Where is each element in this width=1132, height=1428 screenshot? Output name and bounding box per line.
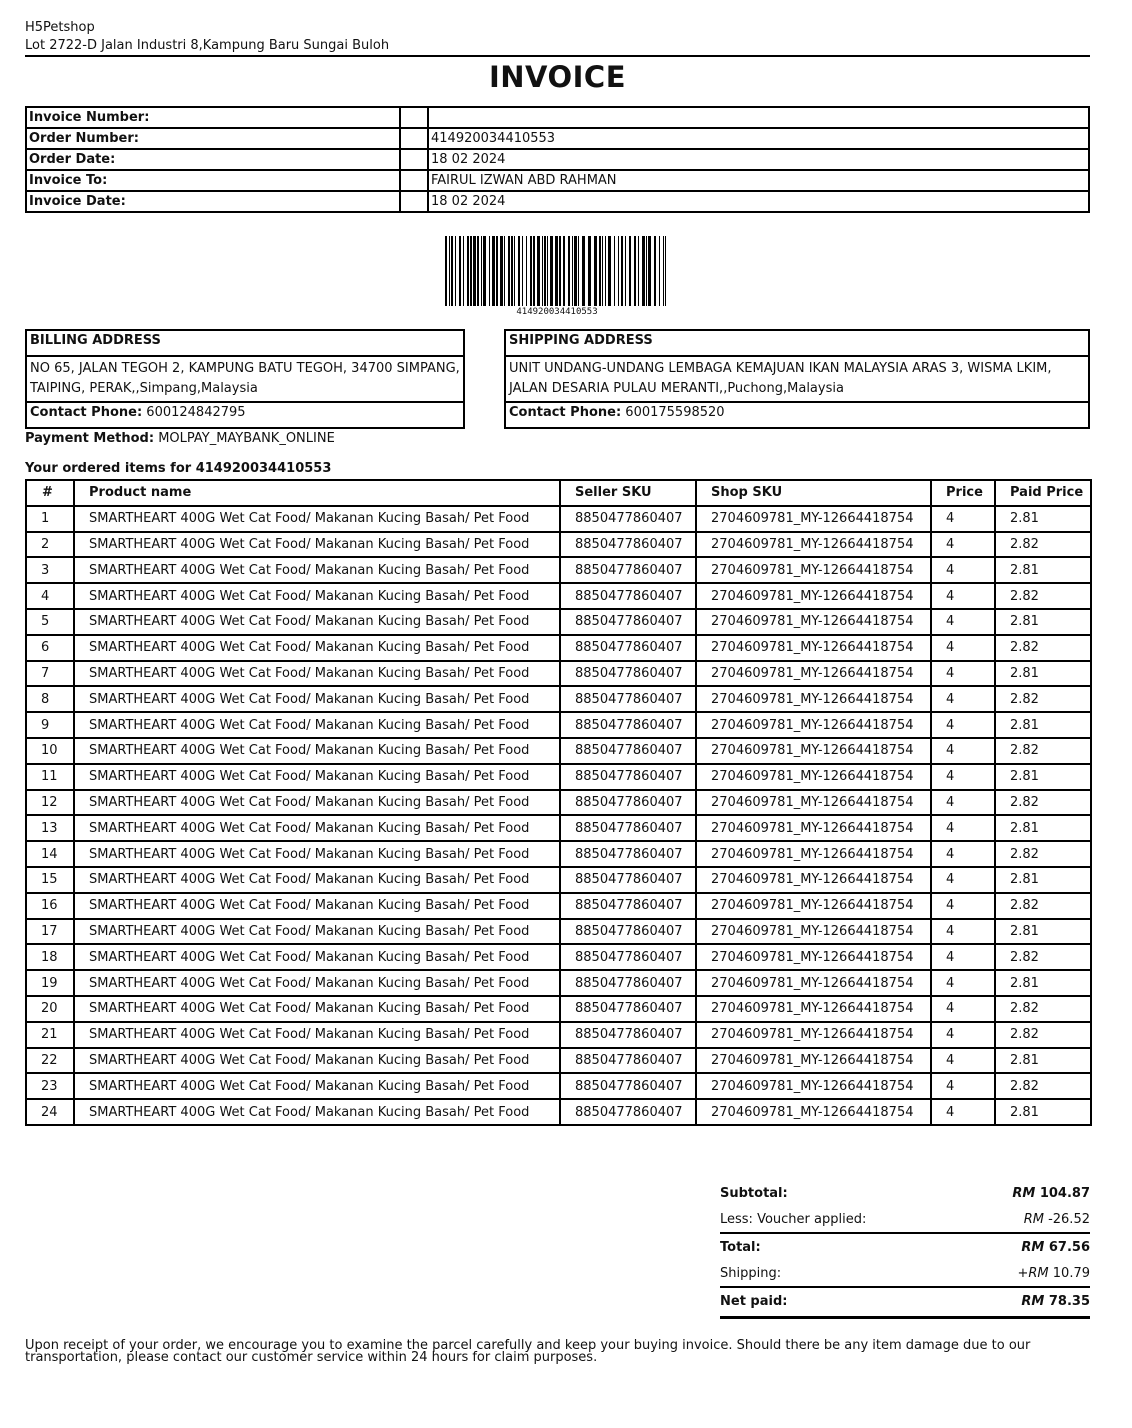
- item-product-name: SMARTHEART 400G Wet Cat Food/ Makanan Kucing Basah/ Pet Food: [74, 1099, 560, 1125]
- item-index: 6: [26, 635, 74, 661]
- col-header-seller-sku: Seller SKU: [560, 480, 696, 506]
- item-shop-sku: 2704609781_MY-12664418754: [696, 661, 931, 687]
- barcode-bar: [642, 236, 645, 306]
- item-shop-sku: 2704609781_MY-12664418754: [696, 557, 931, 583]
- barcode-bar: [621, 236, 623, 306]
- item-product-name: SMARTHEART 400G Wet Cat Food/ Makanan Kucing Basah/ Pet Food: [74, 893, 560, 919]
- barcode-bar: [467, 236, 469, 306]
- item-index: 11: [26, 764, 74, 790]
- item-paid-price: 2.81: [995, 712, 1091, 738]
- barcode-bar: [483, 236, 486, 306]
- item-paid-price: 2.82: [995, 635, 1091, 661]
- item-shop-sku: 2704609781_MY-12664418754: [696, 841, 931, 867]
- item-product-name: SMARTHEART 400G Wet Cat Food/ Makanan Kucing Basah/ Pet Food: [74, 557, 560, 583]
- item-paid-price: 2.82: [995, 532, 1091, 558]
- barcode-bar: [481, 236, 482, 306]
- item-shop-sku: 2704609781_MY-12664418754: [696, 764, 931, 790]
- meta-row: [26, 107, 1089, 128]
- item-shop-sku: 2704609781_MY-12664418754: [696, 815, 931, 841]
- barcode-bar: [614, 236, 615, 306]
- item-index: 20: [26, 996, 74, 1022]
- item-shop-sku: 2704609781_MY-12664418754: [696, 686, 931, 712]
- item-product-name: SMARTHEART 400G Wet Cat Food/ Makanan Kucing Basah/ Pet Food: [74, 661, 560, 687]
- table-row: [26, 944, 1091, 970]
- item-price: 4: [931, 970, 995, 996]
- item-seller-sku: 8850477860407: [560, 815, 696, 841]
- item-product-name: SMARTHEART 400G Wet Cat Food/ Makanan Kucing Basah/ Pet Food: [74, 686, 560, 712]
- barcode-bar: [492, 236, 495, 306]
- table-row: [26, 609, 1091, 635]
- meta-label: Invoice Number:: [26, 107, 400, 128]
- barcode-bar: [547, 236, 548, 306]
- col-header-shop-sku: Shop SKU: [696, 480, 931, 506]
- item-shop-sku: 2704609781_MY-12664418754: [696, 1022, 931, 1048]
- meta-label: Order Number:: [26, 128, 400, 149]
- barcode-bar: [572, 236, 573, 306]
- item-shop-sku: 2704609781_MY-12664418754: [696, 583, 931, 609]
- voucher-label: Less: Voucher applied:: [720, 1212, 867, 1227]
- total-value: 67.56: [1048, 1240, 1090, 1255]
- invoice-meta-table: [25, 106, 1090, 213]
- item-seller-sku: 8850477860407: [560, 686, 696, 712]
- table-row: [26, 738, 1091, 764]
- currency: RM: [1021, 1240, 1045, 1255]
- item-price: 4: [931, 1099, 995, 1125]
- meta-value: FAIRUL IZWAN ABD RAHMAN: [428, 170, 1089, 191]
- item-price: 4: [931, 815, 995, 841]
- item-index: 19: [26, 970, 74, 996]
- item-price: 4: [931, 919, 995, 945]
- totals-underline: [720, 1316, 1090, 1319]
- item-paid-price: 2.81: [995, 867, 1091, 893]
- item-seller-sku: 8850477860407: [560, 609, 696, 635]
- table-row: [26, 764, 1091, 790]
- voucher-row: [720, 1206, 1090, 1232]
- item-paid-price: 2.81: [995, 764, 1091, 790]
- item-seller-sku: 8850477860407: [560, 841, 696, 867]
- item-index: 15: [26, 867, 74, 893]
- meta-label: Invoice Date:: [26, 191, 400, 212]
- items-table: [25, 479, 1092, 1126]
- barcode-bar: [459, 236, 461, 306]
- item-seller-sku: 8850477860407: [560, 919, 696, 945]
- barcode-bar: [530, 236, 532, 306]
- voucher-value: -26.52: [1048, 1212, 1090, 1227]
- item-shop-sku: 2704609781_MY-12664418754: [696, 532, 931, 558]
- billing-address: NO 65, JALAN TEGOH 2, KAMPUNG BATU TEGOH, 34700 SIMPANG, TAIPING, PERAK,,Simpang,Malaysia: [26, 356, 464, 402]
- col-header-paid-price: Paid Price: [995, 480, 1091, 506]
- item-seller-sku: 8850477860407: [560, 970, 696, 996]
- item-paid-price: 2.81: [995, 661, 1091, 687]
- meta-row: [26, 149, 1089, 170]
- item-seller-sku: 8850477860407: [560, 635, 696, 661]
- item-paid-price: 2.82: [995, 1022, 1091, 1048]
- barcode-bar: [470, 236, 472, 306]
- item-shop-sku: 2704609781_MY-12664418754: [696, 867, 931, 893]
- item-shop-sku: 2704609781_MY-12664418754: [696, 1073, 931, 1099]
- item-seller-sku: 8850477860407: [560, 1022, 696, 1048]
- item-paid-price: 2.82: [995, 686, 1091, 712]
- item-paid-price: 2.81: [995, 1099, 1091, 1125]
- item-index: 23: [26, 1073, 74, 1099]
- barcode-image: [445, 236, 669, 306]
- meta-row: [26, 128, 1089, 149]
- subtotal-row: [720, 1180, 1090, 1206]
- item-index: 10: [26, 738, 74, 764]
- item-price: 4: [931, 1022, 995, 1048]
- shipping-prefix: +: [1017, 1266, 1029, 1281]
- barcode-bar: [559, 236, 561, 306]
- shipping-phone-label: Contact Phone:: [509, 405, 622, 420]
- item-shop-sku: 2704609781_MY-12664418754: [696, 893, 931, 919]
- shipping-fee-value: 10.79: [1052, 1266, 1090, 1281]
- barcode-bar: [588, 236, 591, 306]
- barcode-bar: [496, 236, 498, 306]
- item-index: 21: [26, 1022, 74, 1048]
- item-paid-price: 2.82: [995, 1073, 1091, 1099]
- table-row: [26, 996, 1091, 1022]
- shipping-phone: 600175598520: [625, 405, 725, 420]
- item-price: 4: [931, 1048, 995, 1074]
- shop-address: Lot 2722-D Jalan Industri 8,Kampung Baru Sungai Buloh: [25, 38, 390, 53]
- table-row: [26, 532, 1091, 558]
- barcode-bar: [594, 236, 597, 306]
- col-header-index: #: [26, 480, 74, 506]
- barcode-bar: [563, 236, 565, 306]
- item-shop-sku: 2704609781_MY-12664418754: [696, 635, 931, 661]
- item-seller-sku: 8850477860407: [560, 944, 696, 970]
- barcode-bar: [629, 236, 631, 306]
- barcode-bar: [463, 236, 464, 306]
- item-shop-sku: 2704609781_MY-12664418754: [696, 738, 931, 764]
- item-paid-price: 2.82: [995, 996, 1091, 1022]
- barcode-bar: [654, 236, 656, 306]
- item-seller-sku: 8850477860407: [560, 532, 696, 558]
- item-shop-sku: 2704609781_MY-12664418754: [696, 919, 931, 945]
- table-row: [26, 893, 1091, 919]
- table-row: [26, 1022, 1091, 1048]
- item-price: 4: [931, 609, 995, 635]
- barcode-bar: [659, 236, 660, 306]
- item-index: 2: [26, 532, 74, 558]
- item-product-name: SMARTHEART 400G Wet Cat Food/ Makanan Kucing Basah/ Pet Food: [74, 738, 560, 764]
- item-product-name: SMARTHEART 400G Wet Cat Food/ Makanan Kucing Basah/ Pet Food: [74, 841, 560, 867]
- item-price: 4: [931, 841, 995, 867]
- item-index: 22: [26, 1048, 74, 1074]
- barcode-bar: [582, 236, 585, 306]
- item-index: 14: [26, 841, 74, 867]
- header-divider: [25, 55, 1090, 57]
- barcode-bar: [634, 236, 636, 306]
- shipping-row: [720, 1260, 1090, 1286]
- barcode-bar: [489, 236, 490, 306]
- item-product-name: SMARTHEART 400G Wet Cat Food/ Makanan Kucing Basah/ Pet Food: [74, 1048, 560, 1074]
- barcode-bar: [542, 236, 543, 306]
- total-row: [720, 1232, 1090, 1260]
- item-shop-sku: 2704609781_MY-12664418754: [696, 970, 931, 996]
- barcode-bar: [504, 236, 505, 306]
- item-price: 4: [931, 532, 995, 558]
- barcode-bar: [663, 236, 664, 306]
- col-header-price: Price: [931, 480, 995, 506]
- item-price: 4: [931, 1073, 995, 1099]
- meta-row: [26, 170, 1089, 191]
- table-row: [26, 583, 1091, 609]
- barcode-bar: [602, 236, 603, 306]
- item-seller-sku: 8850477860407: [560, 1099, 696, 1125]
- item-price: 4: [931, 583, 995, 609]
- barcode-bar: [608, 236, 611, 306]
- table-row: [26, 1073, 1091, 1099]
- barcode-bar: [544, 236, 546, 306]
- table-row: [26, 557, 1091, 583]
- invoice-title: INVOICE: [488, 60, 627, 94]
- footer-note: Upon receipt of your order, we encourage you to examine the parcel carefully and keep your buying invoice. Should there be any item damage due to our transportation, please contact our customer service within 24 hours for claim purposes.: [25, 1338, 1031, 1365]
- item-product-name: SMARTHEART 400G Wet Cat Food/ Makanan Kucing Basah/ Pet Food: [74, 790, 560, 816]
- item-shop-sku: 2704609781_MY-12664418754: [696, 609, 931, 635]
- item-price: 4: [931, 944, 995, 970]
- item-paid-price: 2.82: [995, 841, 1091, 867]
- item-shop-sku: 2704609781_MY-12664418754: [696, 1048, 931, 1074]
- item-seller-sku: 8850477860407: [560, 738, 696, 764]
- item-shop-sku: 2704609781_MY-12664418754: [696, 506, 931, 532]
- item-seller-sku: 8850477860407: [560, 867, 696, 893]
- item-index: 18: [26, 944, 74, 970]
- item-price: 4: [931, 790, 995, 816]
- table-row: [26, 712, 1091, 738]
- barcode-bar: [514, 236, 515, 306]
- barcode-bar: [508, 236, 510, 306]
- subtotal-label: Subtotal:: [720, 1186, 788, 1201]
- table-row: [26, 1048, 1091, 1074]
- barcode-bar: [449, 236, 450, 306]
- table-row: [26, 790, 1091, 816]
- barcode-bar: [537, 236, 540, 306]
- item-price: 4: [931, 867, 995, 893]
- table-row: [26, 815, 1091, 841]
- item-index: 12: [26, 790, 74, 816]
- item-paid-price: 2.81: [995, 919, 1091, 945]
- barcode-bar: [665, 236, 666, 306]
- table-row: [26, 686, 1091, 712]
- item-product-name: SMARTHEART 400G Wet Cat Food/ Makanan Kucing Basah/ Pet Food: [74, 1022, 560, 1048]
- item-seller-sku: 8850477860407: [560, 1073, 696, 1099]
- table-row: [26, 841, 1091, 867]
- item-seller-sku: 8850477860407: [560, 996, 696, 1022]
- item-index: 9: [26, 712, 74, 738]
- barcode-bar: [574, 236, 577, 306]
- billing-phone-label: Contact Phone:: [30, 405, 143, 420]
- barcode-bar: [451, 236, 453, 306]
- billing-address-box: [25, 329, 465, 429]
- item-paid-price: 2.81: [995, 1048, 1091, 1074]
- totals-block: [720, 1180, 1090, 1319]
- billing-heading: BILLING ADDRESS: [26, 330, 464, 356]
- item-price: 4: [931, 764, 995, 790]
- item-seller-sku: 8850477860407: [560, 583, 696, 609]
- table-row: [26, 506, 1091, 532]
- shipping-address-box: [504, 329, 1090, 429]
- item-seller-sku: 8850477860407: [560, 661, 696, 687]
- table-row: [26, 635, 1091, 661]
- meta-value: 414920034410553: [428, 128, 1089, 149]
- meta-label: Invoice To:: [26, 170, 400, 191]
- currency: RM: [1021, 1294, 1045, 1309]
- item-index: 1: [26, 506, 74, 532]
- table-row: [26, 1099, 1091, 1125]
- currency: RM: [1012, 1186, 1036, 1201]
- barcode-bar: [625, 236, 626, 306]
- barcode-number: 414920034410553: [516, 307, 598, 317]
- item-product-name: SMARTHEART 400G Wet Cat Food/ Makanan Kucing Basah/ Pet Food: [74, 583, 560, 609]
- item-product-name: SMARTHEART 400G Wet Cat Food/ Makanan Kucing Basah/ Pet Food: [74, 635, 560, 661]
- table-row: [26, 867, 1091, 893]
- barcode-bar: [648, 236, 651, 306]
- item-shop-sku: 2704609781_MY-12664418754: [696, 790, 931, 816]
- item-paid-price: 2.81: [995, 557, 1091, 583]
- barcode-bar: [555, 236, 558, 306]
- payment-method: [25, 431, 335, 446]
- meta-value: 18 02 2024: [428, 149, 1089, 170]
- billing-phone: 600124842795: [146, 405, 246, 420]
- net-paid-value: 78.35: [1048, 1294, 1090, 1309]
- barcode-bar: [445, 236, 447, 306]
- item-seller-sku: 8850477860407: [560, 557, 696, 583]
- item-seller-sku: 8850477860407: [560, 893, 696, 919]
- item-product-name: SMARTHEART 400G Wet Cat Food/ Makanan Kucing Basah/ Pet Food: [74, 609, 560, 635]
- item-paid-price: 2.82: [995, 893, 1091, 919]
- item-paid-price: 2.82: [995, 738, 1091, 764]
- barcode-bar: [599, 236, 601, 306]
- item-shop-sku: 2704609781_MY-12664418754: [696, 996, 931, 1022]
- barcode-bar: [568, 236, 570, 306]
- meta-value: [428, 107, 1089, 128]
- barcode-bar: [533, 236, 535, 306]
- barcode-bar: [522, 236, 523, 306]
- item-seller-sku: 8850477860407: [560, 1048, 696, 1074]
- item-price: 4: [931, 738, 995, 764]
- items-header-row: [26, 480, 1091, 506]
- item-product-name: SMARTHEART 400G Wet Cat Food/ Makanan Kucing Basah/ Pet Food: [74, 944, 560, 970]
- total-label: Total:: [720, 1240, 761, 1255]
- item-paid-price: 2.82: [995, 583, 1091, 609]
- net-paid-row: [720, 1286, 1090, 1314]
- item-product-name: SMARTHEART 400G Wet Cat Food/ Makanan Kucing Basah/ Pet Food: [74, 532, 560, 558]
- item-seller-sku: 8850477860407: [560, 764, 696, 790]
- item-paid-price: 2.81: [995, 815, 1091, 841]
- shipping-heading: SHIPPING ADDRESS: [505, 330, 1089, 356]
- item-price: 4: [931, 996, 995, 1022]
- item-price: 4: [931, 712, 995, 738]
- item-index: 5: [26, 609, 74, 635]
- barcode-bar: [550, 236, 553, 306]
- net-paid-label: Net paid:: [720, 1294, 788, 1309]
- shipping-address: UNIT UNDANG-UNDANG LEMBAGA KEMAJUAN IKAN MALAYSIA ARAS 3, WISMA LKIM, JALAN DESARIA PULAU MERANTI,,Puchong,Malaysia: [505, 356, 1089, 402]
- barcode-bar: [477, 236, 479, 306]
- item-index: 16: [26, 893, 74, 919]
- item-product-name: SMARTHEART 400G Wet Cat Food/ Makanan Kucing Basah/ Pet Food: [74, 1073, 560, 1099]
- barcode-bar: [646, 236, 647, 306]
- item-index: 4: [26, 583, 74, 609]
- item-shop-sku: 2704609781_MY-12664418754: [696, 944, 931, 970]
- table-row: [26, 970, 1091, 996]
- item-price: 4: [931, 893, 995, 919]
- item-paid-price: 2.82: [995, 944, 1091, 970]
- item-product-name: SMARTHEART 400G Wet Cat Food/ Makanan Kucing Basah/ Pet Food: [74, 764, 560, 790]
- meta-label: Order Date:: [26, 149, 400, 170]
- item-index: 13: [26, 815, 74, 841]
- item-product-name: SMARTHEART 400G Wet Cat Food/ Makanan Kucing Basah/ Pet Food: [74, 970, 560, 996]
- barcode-bar: [638, 236, 639, 306]
- item-price: 4: [931, 661, 995, 687]
- barcode-bar: [500, 236, 503, 306]
- barcode-bar: [473, 236, 476, 306]
- item-paid-price: 2.81: [995, 609, 1091, 635]
- item-shop-sku: 2704609781_MY-12664418754: [696, 1099, 931, 1125]
- item-price: 4: [931, 686, 995, 712]
- item-product-name: SMARTHEART 400G Wet Cat Food/ Makanan Kucing Basah/ Pet Food: [74, 867, 560, 893]
- barcode-bar: [526, 236, 527, 306]
- shipping-fee-label: Shipping:: [720, 1266, 782, 1281]
- shop-name: H5Petshop: [25, 20, 95, 35]
- table-row: [26, 661, 1091, 687]
- barcode-bar: [511, 236, 513, 306]
- item-price: 4: [931, 506, 995, 532]
- table-row: [26, 919, 1091, 945]
- item-product-name: SMARTHEART 400G Wet Cat Food/ Makanan Kucing Basah/ Pet Food: [74, 506, 560, 532]
- subtotal-value: 104.87: [1039, 1186, 1090, 1201]
- currency: RM: [1023, 1212, 1044, 1227]
- barcode-bar: [605, 236, 606, 306]
- item-index: 3: [26, 557, 74, 583]
- item-shop-sku: 2704609781_MY-12664418754: [696, 712, 931, 738]
- ordered-items-heading: Your ordered items for 414920034410553: [25, 461, 332, 476]
- item-index: 17: [26, 919, 74, 945]
- item-seller-sku: 8850477860407: [560, 790, 696, 816]
- payment-value: MOLPAY_MAYBANK_ONLINE: [158, 431, 335, 446]
- item-index: 24: [26, 1099, 74, 1125]
- item-product-name: SMARTHEART 400G Wet Cat Food/ Makanan Kucing Basah/ Pet Food: [74, 815, 560, 841]
- item-paid-price: 2.81: [995, 506, 1091, 532]
- item-paid-price: 2.82: [995, 790, 1091, 816]
- meta-value: 18 02 2024: [428, 191, 1089, 212]
- item-product-name: SMARTHEART 400G Wet Cat Food/ Makanan Kucing Basah/ Pet Food: [74, 919, 560, 945]
- meta-row: [26, 191, 1089, 212]
- col-header-product: Product name: [74, 480, 560, 506]
- payment-label: Payment Method:: [25, 431, 155, 446]
- currency: RM: [1028, 1266, 1049, 1281]
- item-product-name: SMARTHEART 400G Wet Cat Food/ Makanan Kucing Basah/ Pet Food: [74, 996, 560, 1022]
- barcode-bar: [578, 236, 579, 306]
- item-product-name: SMARTHEART 400G Wet Cat Food/ Makanan Kucing Basah/ Pet Food: [74, 712, 560, 738]
- item-paid-price: 2.81: [995, 970, 1091, 996]
- item-seller-sku: 8850477860407: [560, 506, 696, 532]
- barcode-bar: [455, 236, 456, 306]
- barcode-bar: [618, 236, 619, 306]
- barcode-bar: [518, 236, 520, 306]
- item-index: 8: [26, 686, 74, 712]
- item-price: 4: [931, 635, 995, 661]
- item-index: 7: [26, 661, 74, 687]
- item-price: 4: [931, 557, 995, 583]
- item-seller-sku: 8850477860407: [560, 712, 696, 738]
